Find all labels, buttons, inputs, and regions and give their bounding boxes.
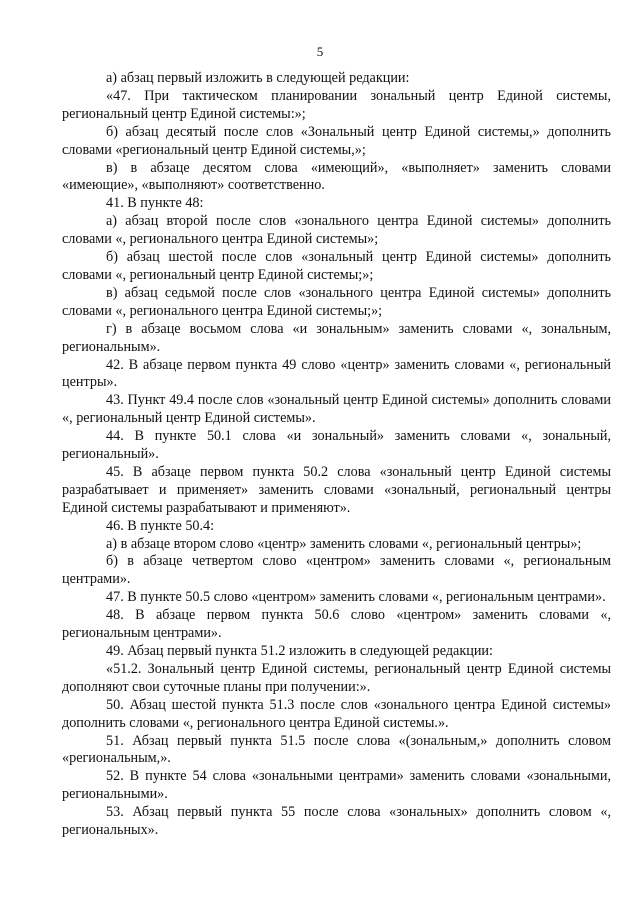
paragraph: б) абзац шестой после слов «зональный центр Единой системы» дополнить словами «, региональный центр Единой системы;»; [62, 249, 611, 283]
paragraph: 50. Абзац шестой пункта 51.3 после слов «зонального центра Единой системы» дополнить словами «, регионального центра Единой системы.». [62, 696, 611, 731]
paragraph: 53. Абзац первый пункта 55 после слова «зональных» дополнить словом «, региональных». [62, 804, 611, 839]
paragraph: г) в абзаце восьмом слова «и зональным» заменить словами «, зональным, региональным». [62, 320, 611, 355]
paragraph: 45. В абзаце первом пункта 50.2 слова «зональный центр Единой системы разрабатывает и применяет» заменить словами «зональный, региональный центры Единой системы разрабатывают и применяют». [62, 463, 611, 516]
paragraph: а) абзац первый изложить в следующей редакции: [106, 70, 410, 86]
page-number: 5 [316, 44, 324, 59]
paragraph: б) в абзаце четвертом слово «центром» заменить словами «, региональным центрами». [62, 553, 611, 588]
paragraph: 49. Абзац первый пункта 51.2 изложить в следующей редакции: [106, 643, 493, 659]
paragraph: 47. В пункте 50.5 слово «центром» заменить словами «, региональным центрами». [106, 589, 606, 606]
paragraph: 51. Абзац первый пункта 51.5 после слова «(зональным,» дополнить словом «региональным,». [62, 732, 611, 767]
paragraph: в) абзац седьмой после слов «зонального центра Единой системы» дополнить словами «, регионального центра Единой системы;»; [62, 284, 611, 319]
paragraph: б) абзац десятый после слов «Зональный центр Единой системы,» дополнить словами «региональный центр Единой системы,»; [62, 123, 611, 158]
document-body [62, 70, 611, 840]
paragraph: 42. В абзаце первом пункта 49 слово «центр» заменить словами «, региональный центры». [62, 356, 611, 391]
paragraph: «47. При тактическом планировании зональный центр Единой системы, региональный центр Единой системы:»; [62, 87, 611, 122]
paragraph: «51.2. Зональный центр Единой системы, региональный центр Единой системы дополняют свои суточные планы при получении:». [62, 660, 611, 695]
paragraph: 43. Пункт 49.4 после слов «зональный центр Единой системы» дополнить словами «, региональный центр Единой системы». [62, 392, 611, 427]
paragraph: а) абзац второй после слов «зонального центра Единой системы» дополнить словами «, регионального центра Единой системы»; [62, 213, 611, 248]
paragraph: в) в абзаце десятом слова «имеющий», «выполняет» заменить словами «имеющие», «выполняют» соответственно. [62, 159, 611, 194]
paragraph: 46. В пункте 50.4: [106, 517, 215, 534]
paragraph: а) в абзаце втором слово «центр» заменить словами «, региональный центры»; [106, 535, 582, 552]
paragraph: 44. В пункте 50.1 слова «и зональный» заменить словами «, зональный, региональный». [62, 428, 611, 463]
paragraph: 48. В абзаце первом пункта 50.6 слово «центром» заменить словами «, региональным центрами». [62, 607, 611, 642]
paragraph: 41. В пункте 48: [106, 195, 204, 212]
paragraph: 52. В пункте 54 слова «зональными центрами» заменить словами «зональными, региональными». [62, 768, 611, 803]
